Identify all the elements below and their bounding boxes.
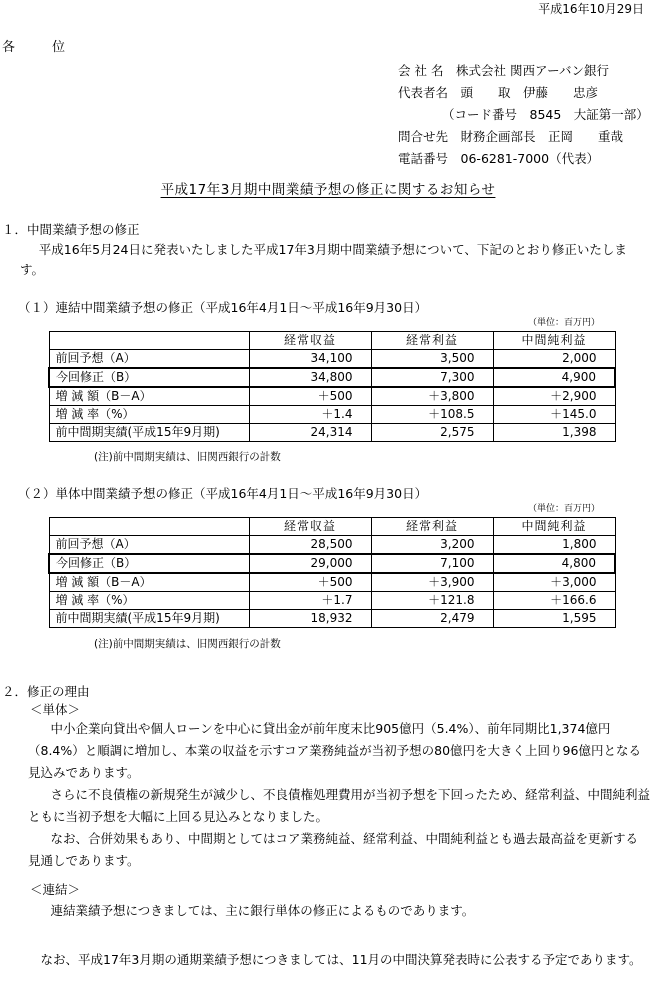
row-label: 増 減 額（B－A） <box>49 573 249 592</box>
closing-note: なお、平成17年3月期の通期業績予想につきましては、11月の中間決算発表時に公表する予定であります。 <box>40 952 642 967</box>
consolidated-label: ＜連結＞ <box>30 882 81 897</box>
row-label: 今回修正（B） <box>49 368 249 387</box>
representative-row <box>398 82 649 104</box>
column-header-ordinary-profit: 経常利益 <box>371 332 493 350</box>
representative-label: 代表者名 <box>398 85 449 100</box>
table-cell: 1,595 <box>493 610 615 628</box>
company-label: 会 社 名 <box>398 63 444 78</box>
addressee-char-1: 各 <box>2 40 17 55</box>
table-cell: ＋108.5 <box>371 406 493 424</box>
section1-heading: １．中間業績予想の修正 <box>2 222 140 237</box>
table-row <box>49 573 615 592</box>
row-label: 増 減 額（B－A） <box>49 387 249 406</box>
table-cell: ＋3,000 <box>493 573 615 592</box>
company-name: 株式会社 関西アーバン銀行 <box>455 63 609 78</box>
row-label: 前中間期実績(平成15年9月期) <box>49 610 249 628</box>
table-cell: 4,900 <box>493 368 615 387</box>
table-corner-cell <box>49 518 249 536</box>
single-reason <box>28 718 650 872</box>
single-reason-paragraph: 中小企業向貸出や個人ローンを中心に貸出金が前年度末比905億円（5.4%）、前年同期比1,374億円（8.4%）と順調に増加し、本業の収益を示すコア業務純益が当初予想の80億円を大きく上回り96億円となる見込みであります。 <box>28 721 641 780</box>
table-cell: ＋1.7 <box>249 592 371 610</box>
table1-unit: （単位：百万円） <box>527 318 600 328</box>
table-row <box>49 350 615 369</box>
table-cell: 34,100 <box>249 350 371 369</box>
table-cell: 28,500 <box>249 536 371 555</box>
table-cell: 1,398 <box>493 424 615 442</box>
table1-heading: （１）連結中間業績予想の修正（平成16年4月1日～平成16年9月30日） <box>18 300 428 315</box>
column-header-ordinary-profit: 経常利益 <box>371 518 493 536</box>
table-row <box>49 406 615 424</box>
table-cell: 24,314 <box>249 424 371 442</box>
table-header-row <box>49 332 615 350</box>
addressee <box>2 40 66 56</box>
table-cell: 18,932 <box>249 610 371 628</box>
company-row <box>398 60 649 82</box>
table-cell: ＋1.4 <box>249 406 371 424</box>
column-header-ordinary-revenue: 経常収益 <box>249 332 371 350</box>
table-cell: ＋2,900 <box>493 387 615 406</box>
contact-name: 財務企画部長 正岡 重哉 <box>460 129 624 144</box>
table-cell: 7,100 <box>371 554 493 573</box>
contact-row <box>398 126 649 148</box>
nonconsolidated-forecast-table <box>48 517 616 628</box>
phone-label: 電話番号 <box>398 151 449 166</box>
table-cell: 2,479 <box>371 610 493 628</box>
contact-label: 問合せ先 <box>398 129 449 144</box>
table2-heading: （２）単体中間業績予想の修正（平成16年4月1日～平成16年9月30日） <box>18 486 428 501</box>
row-label: 前回予想（A） <box>49 536 249 555</box>
table-cell: 7,300 <box>371 368 493 387</box>
single-label: ＜単体＞ <box>30 702 81 717</box>
row-label: 増 減 率（%） <box>49 406 249 424</box>
row-label: 今回修正（B） <box>49 554 249 573</box>
table-row-highlighted <box>49 554 615 573</box>
row-label: 前中間期実績(平成15年9月期) <box>49 424 249 442</box>
document-title-text: 平成17年3月期中間業績予想の修正に関するお知らせ <box>160 182 496 198</box>
table2-unit: （単位：百万円） <box>527 504 600 514</box>
representative-name: 頭 取 伊藤 忠彦 <box>460 85 599 100</box>
table-cell: 29,000 <box>249 554 371 573</box>
table-cell: ＋3,900 <box>371 573 493 592</box>
document-title <box>0 182 656 198</box>
consolidated-reason <box>28 900 650 922</box>
column-header-ordinary-revenue: 経常収益 <box>249 518 371 536</box>
table-header-row <box>49 518 615 536</box>
table-cell: 2,575 <box>371 424 493 442</box>
document-date: 平成16年10月29日 <box>538 2 644 16</box>
column-header-net-income: 中間純利益 <box>493 518 615 536</box>
table-cell: 2,000 <box>493 350 615 369</box>
consolidated-reason-paragraph: 連結業績予想につきましては、主に銀行単体の修正によるものであります。 <box>50 903 475 918</box>
table-row <box>49 592 615 610</box>
table-cell: ＋145.0 <box>493 406 615 424</box>
table1-note: (注)前中間期実績は、旧関西銀行の計数 <box>94 451 281 463</box>
column-header-net-income: 中間純利益 <box>493 332 615 350</box>
phone-number: 06-6281-7000（代表） <box>460 151 600 166</box>
phone-row <box>398 148 649 170</box>
code-row: （コード番号 8545 大証第一部） <box>442 107 649 122</box>
table-cell: ＋121.8 <box>371 592 493 610</box>
addressee-char-2: 位 <box>52 40 67 55</box>
table-cell: ＋500 <box>249 387 371 406</box>
table-row <box>49 610 615 628</box>
row-label: 前回予想（A） <box>49 350 249 369</box>
table-cell: 4,800 <box>493 554 615 573</box>
table-row <box>49 424 615 442</box>
sender-block <box>398 60 649 170</box>
section1-body: 平成16年5月24日に発表いたしました平成17年3月期中間業績予想について、下記のとおり修正いたします。 <box>20 242 627 277</box>
table-row <box>49 536 615 555</box>
table-cell: ＋3,800 <box>371 387 493 406</box>
row-label: 増 減 率（%） <box>49 592 249 610</box>
table-cell: 34,800 <box>249 368 371 387</box>
table-cell: 3,500 <box>371 350 493 369</box>
table-row-highlighted <box>49 368 615 387</box>
table-corner-cell <box>49 332 249 350</box>
single-reason-paragraph: なお、合併効果もあり、中間期としてはコア業務純益、経常利益、中間純利益とも過去最高益を更新する見通しであります。 <box>28 831 639 868</box>
table2-note: (注)前中間期実績は、旧関西銀行の計数 <box>94 638 281 650</box>
table-cell: ＋166.6 <box>493 592 615 610</box>
consolidated-forecast-table <box>48 331 616 442</box>
single-reason-paragraph: さらに不良債権の新規発生が減少し、不良債権処理費用が当初予想を下回ったため、経常利益、中間純利益ともに当初予想を大幅に上回る見込みとなりました。 <box>28 787 651 824</box>
table-row <box>49 387 615 406</box>
table-cell: 1,800 <box>493 536 615 555</box>
table-cell: 3,200 <box>371 536 493 555</box>
table-cell: ＋500 <box>249 573 371 592</box>
section2-heading: ２．修正の理由 <box>2 684 90 699</box>
